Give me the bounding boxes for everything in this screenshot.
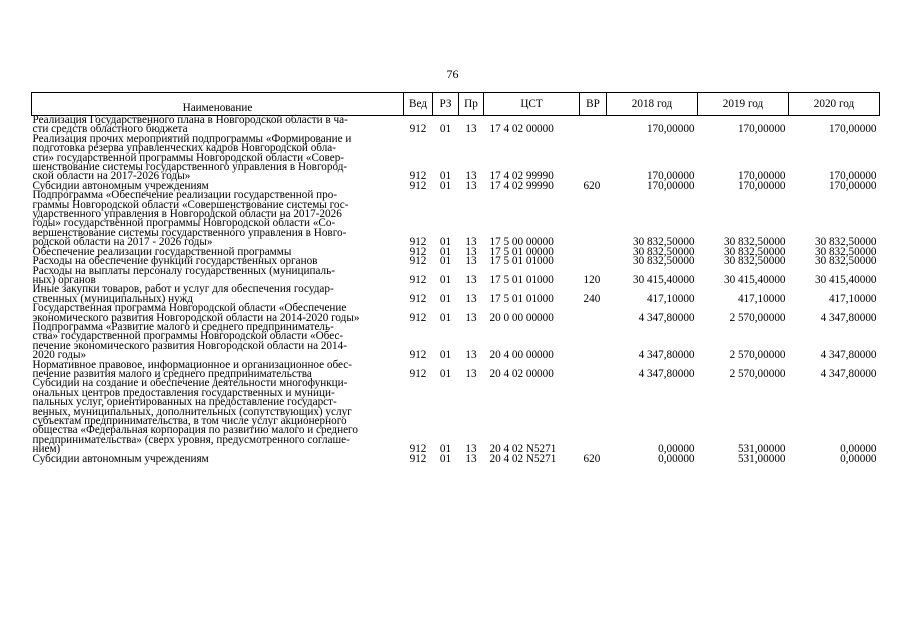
cell-cst: 20 0 00 00000 — [489, 311, 554, 324]
cell-ved: 912 — [409, 123, 427, 136]
cell-name — [32, 116, 404, 135]
table-row — [32, 116, 880, 135]
cell-rz: 01 — [439, 179, 452, 192]
name-line: ональных центров предоставления государственных и муници- — [32, 386, 335, 399]
cell-name — [32, 132, 404, 183]
cell-cst: 20 4 02 00000 — [489, 367, 554, 380]
name-line: печение экономического развития Новгородской области на 2014- — [32, 339, 347, 352]
cell-ved: 912 — [409, 311, 427, 324]
name-line: ударственного управления в Новгородской области на 2017-2026 — [32, 208, 342, 221]
cell-name — [32, 452, 404, 465]
name-line: ных) органов — [32, 273, 96, 286]
name-line: вершенствование системы государственного управления в Новго- — [32, 226, 347, 239]
cell-vr — [580, 135, 607, 182]
cell-ved: 912 — [409, 292, 427, 305]
cell-2019: 531,00000 — [737, 443, 786, 456]
cell-vr: 120 — [583, 273, 601, 286]
header-2018: 2018 год — [607, 93, 698, 116]
cell-2020: 30 832,50000 — [814, 245, 877, 258]
cell-pr: 13 — [465, 349, 477, 362]
name-line: Подпрограмма «Развитие малого и среднего предприниматель- — [32, 320, 334, 333]
cell-vr: 240 — [583, 292, 601, 305]
cell-vr — [580, 323, 607, 361]
cell-cst: 20 4 02 N5271 — [489, 443, 557, 456]
cell-2018: 170,00000 — [646, 123, 695, 136]
cell-pr: 13 — [465, 452, 477, 465]
cell-vr — [580, 304, 607, 323]
header-2019: 2019 год — [698, 93, 789, 116]
name-line: родской области на 2017 - 2026 годы» — [32, 236, 213, 249]
cell-rz: 01 — [439, 170, 452, 183]
cell-pr: 13 — [465, 311, 477, 324]
cell-vr: 620 — [583, 179, 601, 192]
cell-2020: 30 415,40000 — [814, 273, 877, 286]
name-line: Реализация прочих мероприятий подпрограммы «Формирование и — [32, 132, 352, 145]
name-line: печение развития малого и среднего предпринимательства — [32, 367, 312, 380]
cell-cst: 17 5 01 01000 — [489, 292, 554, 305]
cell-2018: 417,10000 — [646, 292, 695, 305]
name-line: предпринимательства» (сверх уровня, предусмотренного соглаше- — [32, 433, 350, 446]
header-rz: РЗ — [433, 93, 459, 116]
name-line: Государственная программа Новгородской области «Обеспечение — [32, 302, 347, 315]
cell-pr: 13 — [465, 170, 477, 183]
cell-rz: 01 — [439, 367, 452, 380]
name-line: шенствование системы государственного управления в Новгород- — [32, 161, 348, 174]
cell-2018: 170,00000 — [646, 170, 695, 183]
cell-2019: 417,10000 — [737, 292, 786, 305]
cell-cst: 17 4 02 00000 — [489, 123, 554, 136]
cell-2019: 531,00000 — [737, 452, 786, 465]
cell-rz: 01 — [439, 236, 452, 249]
header-name: Наименование — [32, 93, 404, 116]
cell-2020: 4 347,80000 — [820, 349, 877, 362]
cell-2020: 170,00000 — [828, 170, 877, 183]
cell-vr — [580, 248, 607, 257]
cell-cst: 20 4 02 N5271 — [489, 452, 557, 465]
cell-rz: 01 — [439, 311, 452, 324]
cell-ved: 912 — [409, 349, 427, 362]
cell-rz: 01 — [439, 443, 452, 456]
cell-2019: 30 832,50000 — [723, 255, 786, 268]
budget-table — [31, 92, 880, 464]
table-row — [32, 191, 880, 247]
cell-vr — [580, 191, 607, 247]
cell-vr — [580, 116, 607, 135]
cell-pr: 13 — [465, 236, 477, 249]
cell-2018: 30 415,40000 — [632, 273, 695, 286]
name-line: венных, муниципальных, дополнительных (сопутствующих) услуг — [32, 405, 352, 418]
name-line: Расходы на обеспечение функций государственных органов — [32, 255, 318, 268]
cell-2018: 30 832,50000 — [632, 245, 695, 258]
table-header-row — [32, 93, 880, 116]
cell-rz: 01 — [439, 273, 452, 286]
name-line: годы» государственной программы Новгородской области «Со- — [32, 217, 336, 230]
cell-pr: 13 — [465, 255, 477, 268]
name-line: сти средств областного бюджета — [32, 123, 188, 136]
name-line: пальных услуг, ориентированных на предоставление государст- — [32, 396, 337, 409]
name-line: экономического развития Новгородской области на 2014-2020 годы» — [32, 311, 360, 324]
cell-name — [32, 320, 404, 362]
cell-2018: 0,00000 — [658, 452, 695, 465]
cell-rz: 01 — [439, 292, 452, 305]
cell-2019: 2 570,00000 — [729, 367, 786, 380]
cell-2020: 170,00000 — [828, 123, 877, 136]
cell-2020: 30 832,50000 — [814, 255, 877, 268]
cell-vr — [580, 361, 607, 380]
cell-vr — [580, 379, 607, 454]
cell-ved: 912 — [409, 236, 427, 249]
cell-vr: 620 — [583, 452, 601, 465]
cell-2018: 30 832,50000 — [632, 255, 695, 268]
cell-pr: 13 — [465, 179, 477, 192]
cell-ved: 912 — [409, 255, 427, 268]
name-line: Обеспечение реализации государственной программы — [32, 245, 292, 258]
name-line: Расходы на выплаты персоналу государственных (муниципаль- — [32, 264, 335, 277]
cell-cst: 17 4 02 99990 — [489, 179, 554, 192]
name-line: ственных (муниципальных) нужд — [32, 292, 193, 305]
cell-rz: 01 — [439, 245, 452, 258]
cell-2018: 4 347,80000 — [638, 311, 695, 324]
table-body — [32, 116, 880, 465]
name-line: ства» государственной программы Новгородской области «Обес- — [32, 330, 344, 343]
cell-pr: 13 — [465, 443, 477, 456]
cell-2018: 30 832,50000 — [632, 236, 695, 249]
cell-2019: 2 570,00000 — [729, 349, 786, 362]
cell-cst: 20 4 00 00000 — [489, 349, 554, 362]
cell-2019: 30 832,50000 — [723, 245, 786, 258]
cell-pr: 13 — [465, 273, 477, 286]
cell-2019: 170,00000 — [737, 179, 786, 192]
header-pr: Пр — [459, 93, 484, 116]
cell-2019: 30 832,50000 — [723, 236, 786, 249]
cell-2020: 170,00000 — [828, 179, 877, 192]
table-row — [32, 379, 880, 454]
cell-cst: 17 5 00 00000 — [489, 236, 554, 249]
cell-name — [32, 191, 404, 247]
cell-2019: 30 415,40000 — [723, 273, 786, 286]
name-line: Подпрограмма «Обеспечение реализации государственной про- — [32, 189, 338, 202]
name-line: Субсидии автономным учреждениям — [32, 452, 209, 465]
name-line: Субсидии автономным учреждениям — [32, 179, 209, 192]
cell-vr — [580, 257, 607, 266]
name-line: сти» государственной программы Новгородской области «Совер- — [32, 151, 345, 164]
cell-2018: 0,00000 — [658, 443, 695, 456]
table-row — [32, 135, 880, 182]
table-row — [32, 323, 880, 361]
cell-2020: 0,00000 — [840, 452, 877, 465]
cell-2019: 170,00000 — [737, 170, 786, 183]
cell-2018: 4 347,80000 — [638, 367, 695, 380]
cell-pr: 13 — [465, 245, 477, 258]
page-number: 76 — [446, 67, 459, 81]
cell-rz: 01 — [439, 452, 452, 465]
name-line: субъектам предпринимательства, в том числе услуг акционерного — [32, 415, 347, 427]
cell-pr: 13 — [465, 367, 477, 380]
cell-2019: 2 570,00000 — [729, 311, 786, 324]
cell-ved: 912 — [409, 367, 427, 380]
name-line: Нормативное правовое, информационное и организационное обес- — [32, 358, 352, 371]
cell-2018: 4 347,80000 — [638, 349, 695, 362]
cell-2020: 0,00000 — [840, 443, 877, 456]
cell-cst: 17 5 01 01000 — [489, 273, 554, 286]
name-line: Иные закупки товаров, работ и услуг для обеспечения государ- — [32, 283, 334, 296]
table-row — [32, 455, 880, 464]
cell-cst: 17 5 01 01000 — [489, 255, 554, 268]
cell-2020: 30 832,50000 — [814, 236, 877, 249]
cell-2020: 4 347,80000 — [820, 367, 877, 380]
name-line: нием) — [32, 443, 61, 456]
cell-rz: 01 — [439, 255, 452, 268]
header-vr: ВР — [580, 93, 607, 116]
cell-ved: 912 — [409, 452, 427, 465]
cell-cst: 17 4 02 99990 — [489, 170, 554, 183]
header-cst: ЦСТ — [484, 93, 580, 116]
cell-2018: 170,00000 — [646, 179, 695, 192]
header-2020: 2020 год — [789, 93, 880, 116]
name-line: общества «Федеральная корпорация по развитию малого и среднего — [32, 424, 358, 437]
name-line: подготовка резерва управленческих кадров Новгородской обла- — [32, 142, 336, 155]
cell-2020: 417,10000 — [828, 292, 877, 305]
cell-name — [32, 379, 404, 454]
name-line: граммы Новгородской области «Совершенствование системы гос- — [32, 198, 349, 211]
name-line: Реализация Государственного плана в Новгородской области в ча- — [32, 114, 348, 126]
cell-ved: 912 — [409, 170, 427, 183]
cell-pr: 13 — [465, 292, 477, 305]
cell-ved: 912 — [409, 245, 427, 258]
name-line: Субсидии на создание и обеспечение деятельности многофункци- — [32, 377, 348, 390]
cell-2019: 170,00000 — [737, 123, 786, 136]
cell-rz: 01 — [439, 123, 452, 136]
cell-rz: 01 — [439, 349, 452, 362]
cell-ved: 912 — [409, 273, 427, 286]
cell-2020: 4 347,80000 — [820, 311, 877, 324]
cell-ved: 912 — [409, 443, 427, 456]
name-line: 2020 годы» — [32, 349, 87, 362]
cell-pr: 13 — [465, 123, 477, 136]
name-line: ской области на 2017-2026 годы» — [32, 170, 191, 183]
header-ved: Вед — [404, 93, 433, 116]
cell-cst: 17 5 01 00000 — [489, 245, 554, 258]
cell-ved: 912 — [409, 179, 427, 192]
